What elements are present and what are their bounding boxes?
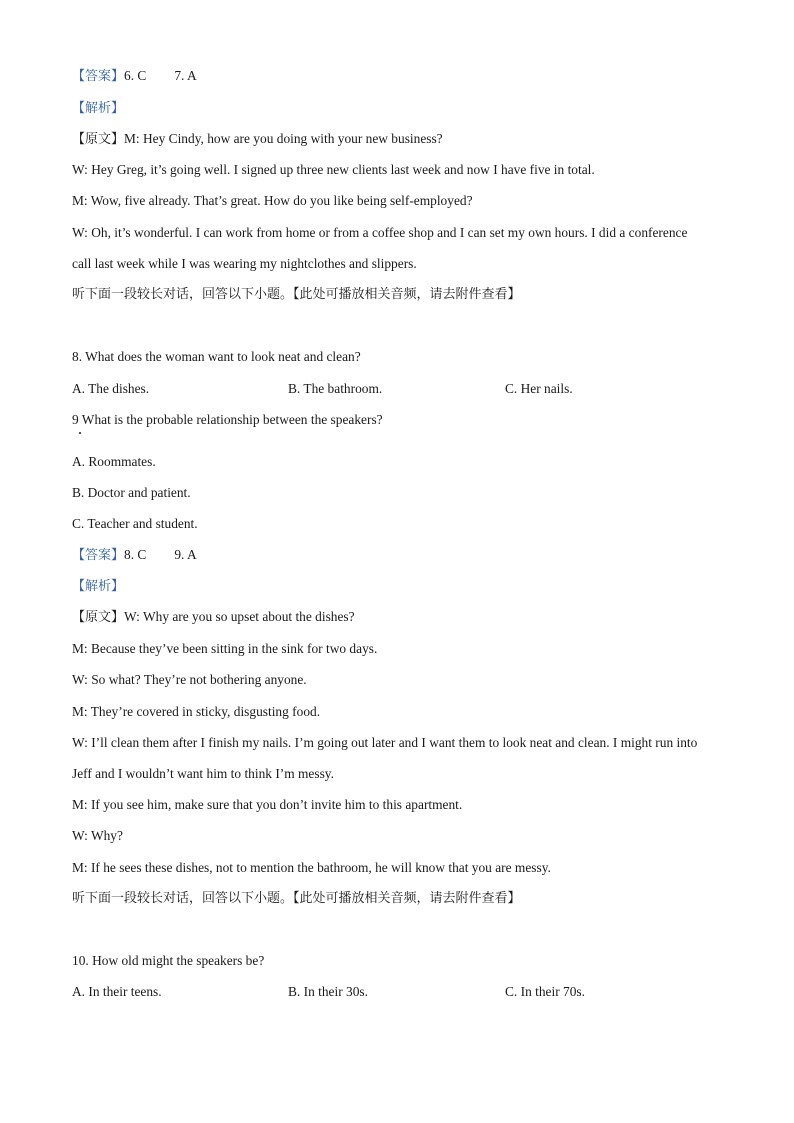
original-tag: 【原文】 (72, 132, 125, 147)
transcript-line: W: I’ll clean them after I finish my nails. I’m going out later and I want them to look neat and clean. I might run into (72, 735, 698, 750)
analysis-tag: 【解析】 (72, 579, 125, 594)
transcript-line: W: Oh, it’s wonderful. I can work from home or from a coffee shop and I can set my own hours. I did a conference (72, 225, 688, 240)
question-8-options (72, 381, 722, 397)
answer-tag: 【答案】 (72, 69, 125, 84)
answer-tag: 【答案】 (72, 548, 125, 563)
question-9-stem: 9 What is the probable relationship between the speakers? (72, 412, 383, 427)
transcript-line: M: Wow, five already. That’s great. How do you like being self-employed? (72, 193, 473, 208)
option-b: B. The bathroom. (288, 381, 383, 396)
transcript-line: call last week while I was wearing my nightclothes and slippers. (72, 256, 417, 271)
stray-dot (79, 432, 81, 434)
transcript-line: M: Because they’ve been sitting in the sink for two days. (72, 641, 378, 656)
original-tag: 【原文】 (72, 610, 125, 625)
answer-6: 6. C (124, 68, 147, 83)
analysis-heading (72, 578, 124, 595)
transcript-line: W: So what? They’re not bothering anyone. (72, 672, 307, 687)
analysis-tag: 【解析】 (72, 101, 125, 116)
question-10-options (72, 984, 722, 1000)
question-9-option-c: C. Teacher and student. (72, 516, 198, 531)
transcript-line: M: If you see him, make sure that you don’t invite him to this apartment. (72, 797, 463, 812)
option-c: C. In their 70s. (505, 984, 585, 999)
question-8-stem: 8. What does the woman want to look neat and clean? (72, 349, 361, 364)
option-a: A. The dishes. (72, 381, 150, 396)
transcript-line: W: Why? (72, 828, 123, 843)
transcript-line: Jeff and I wouldn’t want him to think I’m messy. (72, 766, 334, 781)
answer-8: 8. C (124, 547, 147, 562)
question-10-stem: 10. How old might the speakers be? (72, 953, 265, 968)
answer-7: 7. A (174, 68, 197, 83)
option-a: A. In their teens. (72, 984, 162, 999)
analysis-heading (72, 100, 124, 117)
option-b: B. In their 30s. (288, 984, 368, 999)
transcript-line: W: Hey Greg, it’s going well. I signed up three new clients last week and now I have five in total. (72, 162, 595, 177)
question-9-option-a: A. Roommates. (72, 454, 156, 469)
question-9-option-b: B. Doctor and patient. (72, 485, 191, 500)
option-c: C. Her nails. (505, 381, 573, 396)
answer-line-8-9 (72, 547, 197, 564)
answer-line-6-7 (72, 68, 197, 85)
answer-9: 9. A (174, 547, 197, 562)
transcript-line (72, 609, 355, 626)
transcript-line: M: If he sees these dishes, not to mention the bathroom, he will know that you are messy. (72, 860, 551, 875)
listening-instruction: 听下面一段较长对话，回答以下小题。【此处可播放相关音频，请去附件查看】 (72, 891, 521, 906)
transcript-text: W: Why are you so upset about the dishes? (124, 609, 355, 624)
listening-instruction: 听下面一段较长对话，回答以下小题。【此处可播放相关音频，请去附件查看】 (72, 287, 521, 302)
transcript-line: M: They’re covered in sticky, disgusting food. (72, 704, 321, 719)
transcript-line (72, 131, 443, 148)
transcript-text: M: Hey Cindy, how are you doing with your new business? (124, 131, 443, 146)
